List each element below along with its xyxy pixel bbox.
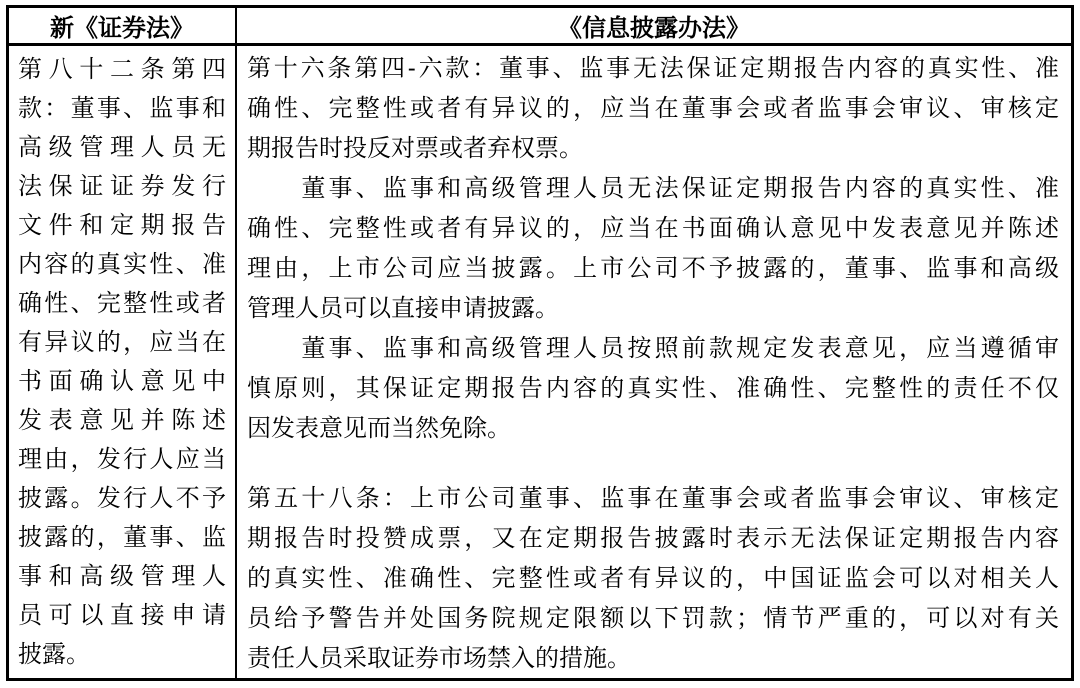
text-line: 管理人员可以直接申请披露。 — [247, 295, 559, 322]
text-line: 确性、完整性或者有异议的，应当在书面确认意见中发表意见并陈述 — [247, 215, 1059, 242]
text-line: 期报告时投赞成票，又在定期报告披露时表示无法保证定期报告内容 — [247, 525, 1059, 552]
text-line: 董事、监事和高级管理人员无法保证定期报告内容的真实性、准 — [247, 175, 1059, 202]
text-line: 法保证证券发行 — [18, 173, 226, 200]
text-line: 第五十八条：上市公司董事、监事在董事会或者监事会审议、审核定 — [247, 485, 1059, 512]
paragraph — [247, 479, 1059, 678]
text-line: 确性、完整性或者 — [18, 290, 226, 317]
text-line: 文件和定期报告 — [18, 212, 226, 239]
text-line: 内容的真实性、准 — [18, 251, 226, 278]
cell-disclosure-measures-text — [237, 46, 1071, 678]
paragraph — [247, 329, 1059, 449]
text-line: 员可以直接申请 — [18, 602, 226, 629]
text-line: 款：董事、监事和 — [18, 95, 226, 122]
text-line: 第八十二条第四 — [18, 56, 226, 83]
text-line: 的真实性、准确性、完整性或者有异议的，中国证监会可以对相关人 — [247, 565, 1059, 592]
text-line: 事和高级管理人 — [18, 563, 226, 590]
text-line: 理由，上市公司应当披露。上市公司不予披露的，董事、监事和高级 — [247, 255, 1059, 282]
cell-securities-law-text — [9, 46, 237, 678]
text-line: 因发表意见而当然免除。 — [247, 415, 511, 442]
text-line: 有异议的，应当在 — [18, 329, 226, 356]
text-line: 董事、监事和高级管理人员按照前款规定发表意见，应当遵循审 — [247, 335, 1059, 362]
text-line: 理由，发行人应当 — [18, 446, 226, 473]
text-line: 第十六条第四-六款：董事、监事无法保证定期报告内容的真实性、准 — [247, 55, 1059, 82]
text-line: 发表意见并陈述 — [18, 407, 226, 434]
header-new-securities-law: 新《证券法》 — [9, 8, 237, 43]
text-line: 慎原则，其保证定期报告内容的真实性、准确性、完整性的责任不仅 — [247, 375, 1059, 402]
text-line: 确性、完整性或者有异议的，应当在董事会或者监事会审议、审核定 — [247, 95, 1059, 122]
table-header-row — [9, 8, 1071, 46]
comparison-table — [6, 5, 1074, 681]
text-line: 高级管理人员无 — [18, 134, 226, 161]
paragraph — [247, 49, 1059, 169]
text-line: 披露的，董事、监 — [18, 524, 226, 551]
text-line: 责任人员采取证券市场禁入的措施。 — [247, 645, 631, 672]
table-body-row — [9, 46, 1071, 678]
text-line: 期报告时投反对票或者弃权票。 — [247, 135, 583, 162]
text-line: 员给予警告并处国务院规定限额以下罚款；情节严重的，可以对有关 — [247, 605, 1059, 632]
text-line: 披露。发行人不予 — [18, 485, 226, 512]
header-disclosure-measures: 《信息披露办法》 — [558, 15, 750, 42]
text-line: 披露。 — [18, 641, 90, 668]
text-line: 书面确认意见中 — [18, 368, 226, 395]
paragraph — [247, 169, 1059, 329]
